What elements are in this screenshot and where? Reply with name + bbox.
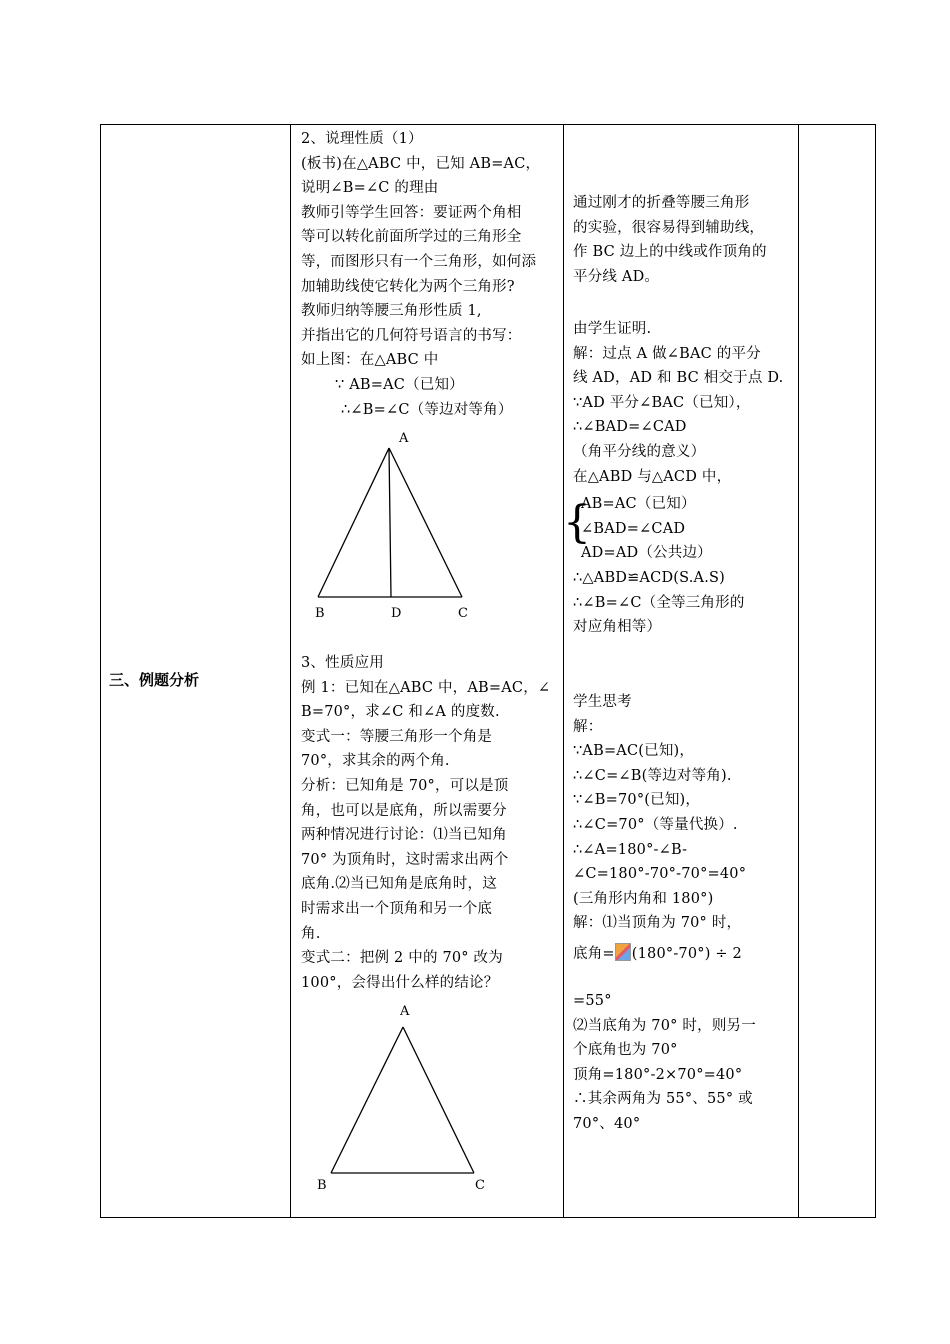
text-line: 2、说理性质（1） [301,131,423,147]
text-line: 例 1：已知在△ABC 中，AB=AC，∠ [301,679,551,696]
side-ac [403,1027,474,1173]
student-activity-cell [564,125,798,1217]
text-line: 等可以转化前面所学过的三角形全 [301,229,522,246]
text-line: 平分线 AD。 [573,268,660,285]
text-line: 变式一：等腰三角形一个角是 [301,728,493,745]
text-line: 解：⑴当顶角为 70° 时， [573,915,742,932]
vertex-label-a: A [400,1004,410,1019]
text-line: 如上图：在△ABC 中 [301,352,439,369]
text-line: 由学生证明. [573,321,652,337]
text-line: ∵AD 平分∠BAC（已知）， [573,394,751,411]
column-divider [798,125,799,1217]
text-line: ⑵当底角为 70° 时，则另一 [573,1017,756,1034]
text-line: 教师引等学生回答：要证两个角相 [301,204,522,221]
text-line: 解： [573,718,603,735]
text-line: 70° 为顶角时，这时需求出两个 [301,851,509,868]
text-line: ∴其余两角为 55°、55° 或 [573,1091,753,1108]
isosceles-triangle-figure-1 [291,427,563,627]
text-line: AB=AC（已知） [581,496,696,512]
text-line: ∠C=180°-70°-70°=40° [573,866,747,883]
text-line: 70°，求其余的两个角. [301,753,450,770]
text-line: 3、性质应用 [301,655,384,671]
text-line: 分析：已知角是 70°，可以是顶 [301,778,509,794]
isosceles-triangle-figure-2 [291,1001,563,1201]
text-line: 对应角相等） [573,619,662,636]
text-line: ∴△ABD≌ACD(S.A.S) [573,570,726,586]
vertex-label-c: C [475,1178,485,1193]
text-line: ∴∠BAD=∠CAD [573,419,687,436]
text-line: ∵∠B=70°(已知)， [573,792,701,809]
text-line: ∵ AB=AC（已知） [335,377,464,393]
vertex-label-c: C [458,606,468,621]
text-line: 教师归纳等腰三角形性质 1, [301,303,482,320]
text-line: 70°、40° [573,1116,641,1132]
text-line: 在△ABD 与△ACD 中， [573,468,732,485]
median-ad [389,448,391,597]
base-angle-line [573,943,742,964]
text-line: 顶角=180°-2×70°=40° [573,1066,743,1083]
text-line: 通过刚才的折叠等腰三角形 [573,195,750,211]
text-line: 的实验，很容易得到辅助线， [573,219,765,236]
fraction-image-icon [615,943,631,961]
text-line: 线 AD，AD 和 BC 相交于点 D. [573,370,784,387]
vertex-label-b: B [315,606,325,621]
brace-symbol: { [563,497,591,548]
text-line: （角平分线的意义） [573,444,706,460]
text-line: 个底角也为 70° [573,1042,678,1059]
text-line: 两种情况进行讨论：⑴当已知角 [301,827,507,844]
text-line: 角，也可以是底角，所以需要分 [301,802,507,819]
side-ac [389,448,462,597]
text-line: 说明∠B=∠C 的理由 [301,180,439,197]
side-ab [331,1027,403,1173]
text-line: 角. [301,925,321,942]
text-line: 学生思考 [573,694,632,710]
text-line: 解：过点 A 做∠BAC 的平分 [573,345,761,362]
side-ab [318,448,389,597]
text-line: ∠BAD=∠CAD [581,520,686,537]
vertex-label-b: B [317,1178,327,1193]
text-line: ∵AB=AC(已知)， [573,743,695,760]
text-line: ∴∠C=∠B(等边对等角). [573,767,732,784]
text-line: 时需求出一个顶角和另一个底 [301,901,493,917]
text-line: 作 BC 边上的中线或作顶角的 [573,244,767,261]
section-title: 三、例题分析 [109,671,200,689]
point-label-d: D [391,606,402,621]
text-line: =55° [573,993,612,1009]
text-line: (三角形内角和 180°) [573,890,714,907]
text-line: 底角.⑵当已知角是底角时，这 [301,876,497,893]
text-line: ∴∠B=∠C（全等三角形的 [573,594,745,611]
lesson-table [100,124,876,1218]
text-line: 变式二：把例 2 中的 70° 改为 [301,950,503,967]
text-line: B=70°，求∠C 和∠A 的度数. [301,704,500,721]
text-line: ∴∠C=70°（等量代换）. [573,817,738,833]
text-line: ∴∠B=∠C（等边对等角） [341,401,513,418]
text-line: ∴∠A=180°-∠B- [573,841,688,858]
text-line: 并指出它的几何符号语言的书写： [301,327,522,344]
vertex-label-a: A [399,431,409,446]
text-line: AD=AD（公共边） [581,545,712,562]
teaching-content-cell [291,125,563,1217]
text-line: 加辅助线使它转化为两个三角形? [301,278,515,295]
base-angle-expression: (180°-70°) ÷ 2 [631,946,742,962]
text-line: (板书)在△ABC 中，已知 AB=AC， [301,155,541,172]
text-line: 等，而图形只有一个三角形，如何添 [301,254,537,270]
base-angle-prefix: 底角= [573,946,615,962]
text-line: 100°，会得出什么样的结论？ [301,974,499,991]
